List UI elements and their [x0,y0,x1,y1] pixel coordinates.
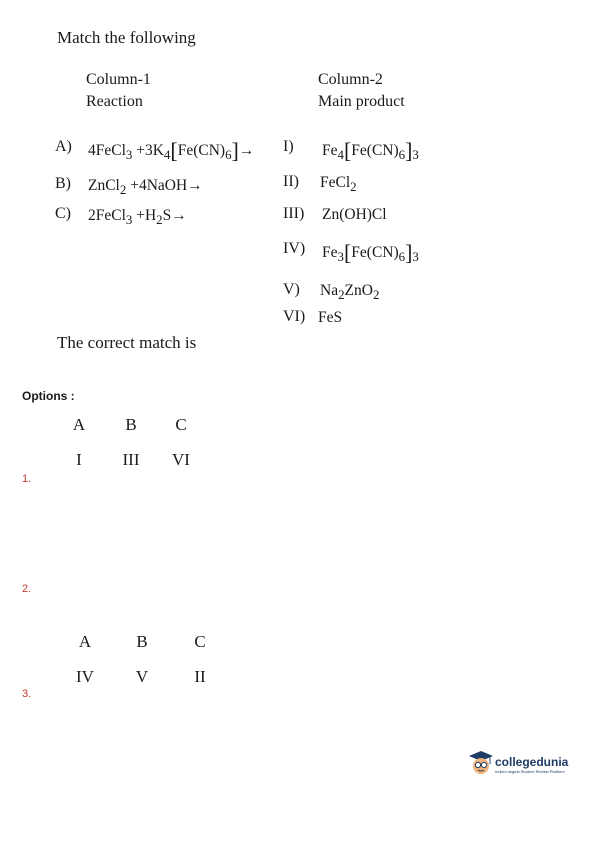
column1-subtitle: Reaction [86,93,143,110]
option-1-header-c: C [175,415,187,434]
option-1-value-a: I [76,450,82,469]
option-3-header-c: C [194,632,206,651]
option-1-header-a: A [72,415,86,434]
product-iv-label: IV) [283,240,306,257]
product-vi-label: VI) [283,308,306,325]
reaction-a-equation: 4FeCl$_3$ $+3K_4[Fe(CN)_6]\to$ [88,138,255,163]
product-iii-formula: Zn(OH)Cl [322,206,387,223]
options-label: Options : [22,389,75,403]
option-3-header-a: A [78,632,92,651]
option-2-number[interactable]: 2. [22,583,32,595]
option-1-header-b: B [125,415,137,434]
brand-name: collegedunia [495,755,569,769]
graduate-mascot-icon [466,748,496,778]
product-v-formula: $Na_2ZnO_2$ [320,282,380,303]
option-3-value-b: V [135,667,149,686]
option-3-value-a: IV [76,667,94,686]
question-title: Match the following [57,28,196,47]
product-ii-formula: FeCl$_2$ [320,174,357,195]
column1-title: Column-1 [86,71,151,88]
option-1-value-c: VI [172,450,190,469]
product-i-formula: $Fe_4[Fe(CN)_6]_3$ [322,138,419,163]
reaction-b-label: B) [55,175,71,192]
option-3-value-c: II [194,667,206,686]
product-ii-label: II) [283,173,299,190]
column2-subtitle: Main product [318,93,405,110]
option-1-number[interactable]: 1. [22,473,32,485]
product-iii-label: III) [283,205,305,222]
option-3-header-b: B [136,632,148,651]
question-prompt: The correct match is [57,333,197,352]
column2-header [318,69,405,113]
reaction-a-label: A) [55,138,72,155]
product-vi-formula: FeS [318,309,343,326]
product-i-label: I) [283,138,294,155]
option-3-number[interactable]: 3. [22,688,32,700]
reaction-c-equation: 2FeCl$_3$ $+H_2S\to$ [88,207,187,228]
product-v-label: V) [283,281,300,298]
option-1-value-b: III [122,450,140,469]
reaction-c-label: C) [55,205,71,222]
column1-header [86,69,151,113]
reaction-b-equation: ZnCl$_2$ +4NaOH→ [88,177,203,198]
brand-tagline: India's largest Student Review Platform [495,769,565,774]
product-iv-formula: $Fe_3[Fe(CN)_6]_3$ [322,240,419,265]
column2-title: Column-2 [318,71,383,88]
